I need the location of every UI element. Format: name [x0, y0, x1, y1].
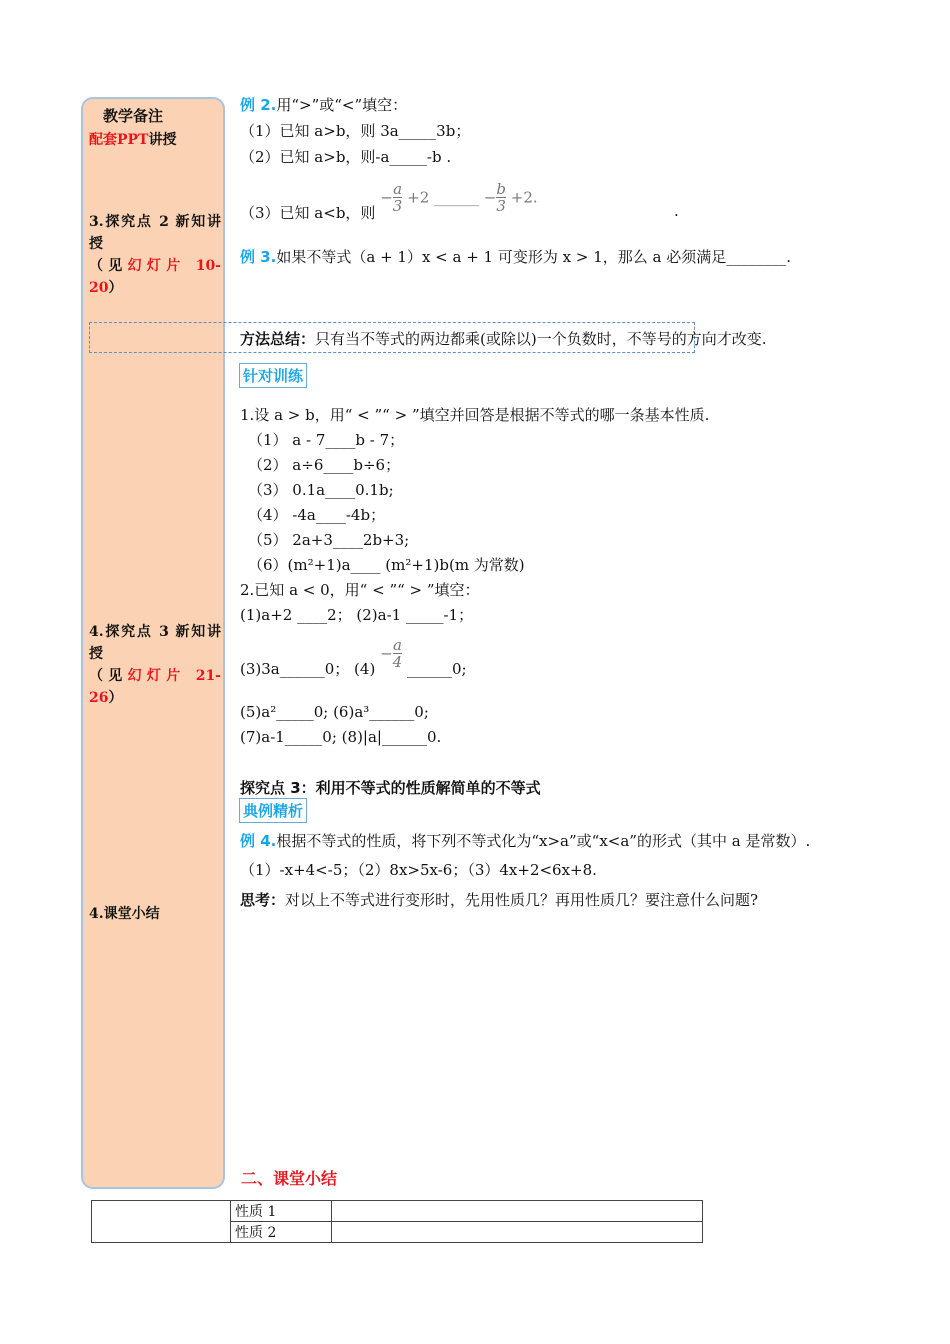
teaching-notes-sidebar	[81, 97, 225, 1189]
example2-q3-dot: .	[674, 202, 679, 220]
sidebar-block-summary: 4.课堂小结	[89, 906, 160, 922]
training-q2-row: (1)a+2 ____2； (2)a-1 _____-1；	[240, 606, 474, 624]
training-q1-item: （3） 0.1a____0.1b;	[248, 481, 394, 499]
training-q1-item: （1） a - 7____b - 7；	[248, 431, 405, 449]
summary-answer-cell	[332, 1222, 703, 1243]
table-row	[92, 1201, 703, 1222]
summary-heading: 二、课堂小结	[241, 1169, 338, 1188]
example2-q2: （2）已知 a>b，则-a_____-b .	[240, 148, 452, 166]
sidebar-title: 教学备注	[103, 107, 164, 125]
training-q1-item: （4） -4a____-4b；	[248, 506, 386, 524]
sidebar-block-point2: 3.探究点 2 新知讲授 （见幻灯片 10-20）	[89, 214, 221, 296]
think-question: 思考：对以上不等式进行变形时，先用性质几？再用性质几？要注意什么问题?	[240, 891, 759, 909]
training-q1-item: （5） 2a+3____2b+3;	[248, 531, 410, 549]
section3-heading: 探究点 3：利用不等式的性质解简单的不等式	[240, 779, 541, 797]
example2-q3: （3）已知 a<b，则 − $\frac{a}{3}$ +2 ______ − $\frac{b}{3}$ +2.	[240, 180, 538, 222]
example4: 例 4.根据不等式的性质，将下列不等式化为“x>a”或“x<a”的形式（其中 a 是常数）.	[240, 832, 811, 850]
training-q2-row: (5)a²_____0; (6)a³______0;	[240, 703, 429, 721]
sidebar-ppt-note: 配套PPT讲授	[89, 132, 177, 148]
training-q2-row: (7)a-1_____0; (8)|a|______0.	[240, 728, 442, 746]
summary-label-cell: 性质 2	[231, 1222, 332, 1243]
example4-items: （1）-x+4<-5；（2）8x>5x-6；（3）4x+2<6x+8.	[240, 861, 597, 879]
training-tag: 针对训练	[239, 363, 307, 388]
summary-table	[91, 1200, 703, 1243]
training-q2-intro: 2.已知 a < 0，用“ < ”“ > ”填空：	[240, 581, 480, 599]
summary-blank-cell	[92, 1201, 231, 1243]
method-summary: 方法总结：只有当不等式的两边都乘(或除以)一个负数时，不等号的方向才改变.	[240, 330, 767, 348]
training-q1-item: （2） a÷6____b÷6；	[248, 456, 401, 474]
summary-label-cell: 性质 1	[231, 1201, 332, 1222]
example2-q1: （1）已知 a>b，则 3a_____3b；	[240, 122, 471, 140]
training-q2-row: (3)3a______0； (4) − $\frac{a}{4}$ ______0;	[240, 636, 467, 678]
example3: 例 3.如果不等式（a + 1）x < a + 1 可变形为 x > 1，那么 a 必须满足________.	[240, 248, 791, 266]
training-q1-item: （6）(m²+1)a____ (m²+1)b(m 为常数)	[248, 556, 525, 574]
sidebar-block-point3: 4.探究点 3 新知讲授 （见幻灯片 21-26）	[89, 624, 221, 706]
examples-tag: 典例精析	[239, 798, 307, 823]
summary-answer-cell	[332, 1201, 703, 1222]
training-q1-intro: 1.设 a > b，用“ < ”“ > ”填空并回答是根据不等式的哪一条基本性质.	[240, 406, 710, 424]
example2-header: 例 2.用“>”或“<”填空：	[240, 96, 408, 114]
